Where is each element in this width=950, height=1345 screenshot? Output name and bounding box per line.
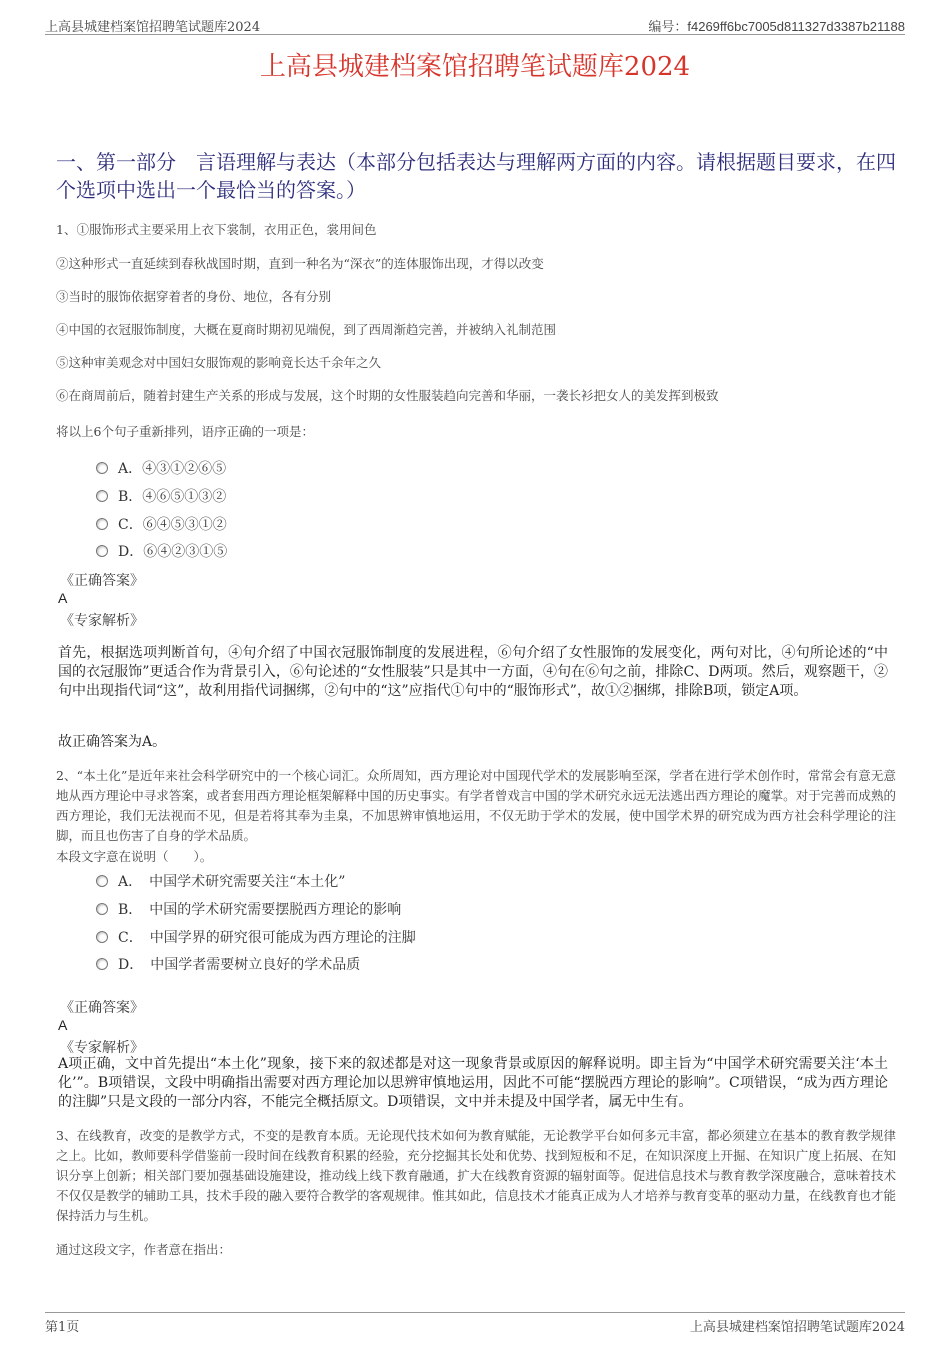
q1-option-d[interactable]: D．⑥④②③①⑤ (96, 541, 227, 561)
q1-sentence-2: ②这种形式一直延续到春秋战国时期，直到一种名为“深衣”的连体服饰出现，才得以改变 (56, 256, 544, 271)
q1-sentence-1: 1、①服饰形式主要采用上衣下裳制，衣用正色，裳用间色 (56, 222, 377, 237)
q1-option-a[interactable]: A．④③①②⑥⑤ (96, 458, 226, 478)
page-title: 上高县城建档案馆招聘笔试题库2024 (259, 52, 691, 82)
q2-option-d[interactable]: D． 中国学者需要树立良好的学术品质 (96, 954, 360, 974)
q2-analysis: A项正确，文中首先提出“本土化”现象，接下来的叙述都是对这一现象背景或原因的解释说明。即主旨为“中国学术研究需要关注‘本土化’”。B项错误，文段中明确指出需要对西方理论加以思辨审慎地运用，因此不可能“摆脱西方理论的影响”。C项错误，“成为西方理论的注脚”只是文段的一部分内容，不能完全概括原文。D项错误，文中并未提及中国学者，属无中生有。 (58, 1056, 888, 1110)
radio-icon[interactable] (96, 545, 108, 557)
radio-icon[interactable] (96, 518, 108, 530)
page-number: 第1页 (45, 1320, 80, 1335)
q2-prompt: 本段文字意在说明（ ）。 (56, 849, 213, 864)
q1-conclusion: 故正确答案为A。 (58, 734, 167, 750)
q2-option-b[interactable]: B． 中国的学术研究需要摆脱西方理论的影响 (96, 899, 401, 919)
q3-passage: 3、在线教育，改变的是教学方式，不变的是教育本质。无论现代技术如何为教育赋能，无论教学平台如何多元丰富，都必须建立在基本的教育教学规律之上。比如，教师要科学借鉴前一段时间在线教育积累的经验，充分挖掘其长处和优势、找到短板和不足，在知识深度上开掘、在知识广度上拓展、在知识分享上创新；相关部门要加强基础设施建设，推动线上线下教育融通，扩大在线教育资源的辐射面等。促进信息技术与教育教学深度融合，意味着技术不仅仅是教学的辅助工具，技术手段的融入要符合教学的客观规律。惟其如此，信息技术才能真正成为人才培养与教育变革的驱动力量，在线教育也才能保持活力与生机。 (56, 1128, 896, 1223)
q1-option-c[interactable]: C．⑥④⑤③①② (96, 514, 227, 534)
radio-icon[interactable] (96, 903, 108, 915)
q2-answer-label: 《正确答案》 (60, 1000, 144, 1016)
q2-passage: 2、“本土化”是近年来社会科学研究中的一个核心词汇。众所周知，西方理论对中国现代学术的发展影响至深，学者在进行学术创作时，常常会有意无意地从西方理论中寻求答案，或者套用西方理论框架解释中国的历史事实。有学者曾戏言中国的学术研究永远无法逃出西方理论的魔掌。对于完善而成熟的西方理论，我们无法视而不见，但是若将其奉为圭臬，不加思辨审慎地运用，不仅无助于学术的发展，使中国学术界的研究成为西方社会科学理论的注脚，而且也伤害了自身的学术品质。 (56, 768, 896, 843)
radio-icon[interactable] (96, 931, 108, 943)
radio-icon[interactable] (96, 875, 108, 887)
q2-analysis-label: 《专家解析》 (60, 1040, 144, 1056)
radio-icon[interactable] (96, 958, 108, 970)
q1-sentence-5: ⑤这种审美观念对中国妇女服饰观的影响竟长达千余年之久 (56, 355, 382, 370)
q1-sentence-6: ⑥在商周前后，随着封建生产关系的形成与发展，这个时期的女性服装趋向完善和华丽，一袭长衫把女人的美发挥到极致 (56, 388, 719, 403)
q2-answer: A (58, 1017, 68, 1033)
q1-analysis-label: 《专家解析》 (60, 613, 144, 629)
document-id: 编号：f4269ff6bc7005d811327d3387b21188 (648, 19, 905, 34)
q1-answer-label: 《正确答案》 (60, 573, 144, 589)
footer-title: 上高县城建档案馆招聘笔试题库2024 (689, 1320, 905, 1335)
q1-sentence-4: ④中国的衣冠服饰制度，大概在夏商时期初见端倪，到了西周渐趋完善，并被纳入礼制范围 (56, 322, 557, 337)
q1-answer: A (58, 590, 68, 606)
q1-option-b[interactable]: B．④⑥⑤①③② (96, 486, 226, 506)
page-header (45, 14, 905, 35)
page-footer (45, 1312, 905, 1335)
q1-sentence-3: ③当时的服饰依据穿着者的身份、地位，各有分别 (56, 289, 332, 304)
q3-prompt: 通过这段文字，作者意在指出： (56, 1242, 232, 1257)
header-title: 上高县城建档案馆招聘笔试题库2024 (45, 20, 261, 35)
q1-prompt: 将以上6个句子重新排列，语序正确的一项是： (56, 424, 314, 439)
radio-icon[interactable] (96, 490, 108, 502)
q2-option-c[interactable]: C． 中国学界的研究很可能成为西方理论的注脚 (96, 927, 416, 947)
q1-analysis: 首先，根据选项判断首句，④句介绍了中国衣冠服饰制度的发展进程，⑥句介绍了女性服饰的发展变化，两句对比，④句所论述的“中国的衣冠服饰”更适合作为背景引入，⑥句论述的“女性服装”只是其中一方面，④句在⑥句之前，排除C、D两项。然后，观察题干，②句中出现指代词“这”，故利用指代词捆绑，②句中的“这”应指代①句中的“服饰形式”，故①②捆绑，排除B项，锁定A项。 (58, 645, 888, 699)
radio-icon[interactable] (96, 462, 108, 474)
q2-option-a[interactable]: A． 中国学术研究需要关注“本土化” (96, 871, 345, 891)
section-heading: 一、第一部分 言语理解与表达（本部分包括表达与理解两方面的内容。请根据题目要求，在四个选项中选出一个最恰当的答案。） (56, 150, 896, 202)
